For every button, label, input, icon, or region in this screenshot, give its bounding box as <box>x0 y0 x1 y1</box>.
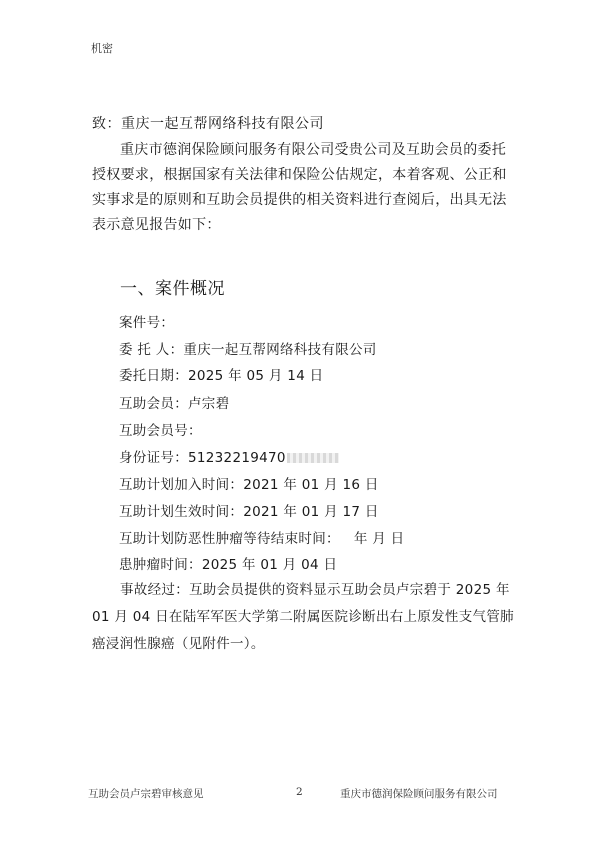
header-divider <box>88 60 512 61</box>
field-label: 互助计划生效时间： <box>119 504 244 520</box>
field-waiting-period-end <box>119 527 404 547</box>
field-member-number <box>119 419 202 439</box>
field-value: 卢宗碧 <box>188 396 230 412</box>
field-member-name <box>119 392 229 412</box>
field-plan-join-date <box>119 473 379 493</box>
field-label: 委托日期： <box>119 368 188 384</box>
redaction-mask <box>287 453 339 463</box>
field-label: 互助会员号： <box>119 423 202 439</box>
incident-description: 事故经过：互助会员提供的资料显示互助会员卢宗碧于 2025 年 01 月 04 日在陆军军医大学第二附属医院诊断出右上原发性支气管肺癌浸润性腺癌（见附件一）。 <box>92 582 514 652</box>
intro-paragraph: 重庆市德润保险顾问服务有限公司受贵公司及互助会员的委托授权要求，根据国家有关法律和保险公估规定，本着客观、公正和实事求是的原则和互助会员提供的相关资料进行查阅后，出具无法表示意见报告如下： <box>92 142 507 233</box>
field-commission-date <box>119 364 323 384</box>
field-value: 年 月 日 <box>353 531 405 547</box>
field-label: 互助会员： <box>119 396 188 412</box>
recipient-line: 致：重庆一起互帮网络科技有限公司 <box>92 116 324 132</box>
footer-page-number: 2 <box>296 786 303 798</box>
field-value: 2025 年 05 月 14 日 <box>188 368 324 384</box>
field-plan-effective-date <box>119 500 379 520</box>
field-label: 互助计划加入时间： <box>119 477 244 493</box>
section-heading-case-overview: 一、案件概况 <box>120 279 225 299</box>
field-label: 委 托 人： <box>119 342 184 358</box>
confidential-mark: 机密 <box>91 42 113 55</box>
field-id-number <box>119 446 339 466</box>
field-value: 51232219470 <box>188 450 286 466</box>
field-label: 患肿瘤时间： <box>119 557 202 573</box>
field-label: 身份证号： <box>119 450 188 466</box>
footer-document-title: 互助会员卢宗碧审核意见 <box>88 788 204 800</box>
field-client <box>119 338 377 358</box>
field-value: 重庆一起互帮网络科技有限公司 <box>183 342 377 358</box>
field-value: 2021 年 01 月 17 日 <box>243 504 379 520</box>
field-tumor-date <box>119 553 337 573</box>
footer-company-name: 重庆市德润保险顾问服务有限公司 <box>340 788 498 800</box>
field-label: 案件号： <box>119 315 175 331</box>
field-value: 2025 年 01 月 04 日 <box>201 557 338 573</box>
field-label: 互助计划防恶性肿瘤等待结束时间： <box>119 531 340 547</box>
field-case-number <box>119 311 174 331</box>
field-value: 2021 年 01 月 16 日 <box>243 477 379 493</box>
